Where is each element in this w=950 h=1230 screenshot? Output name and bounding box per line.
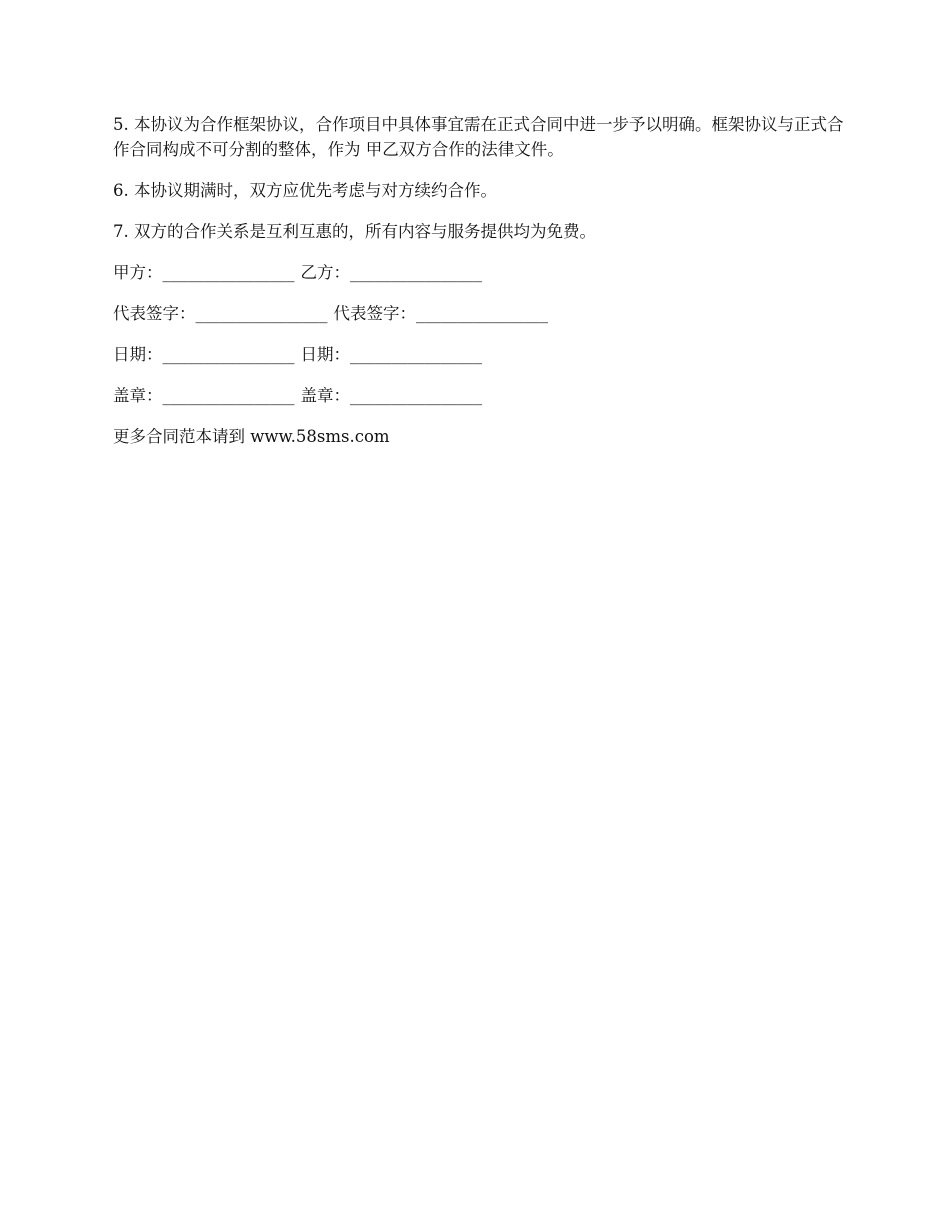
seal-line xyxy=(113,383,848,408)
date-b-label: 日期： xyxy=(300,345,350,364)
seal-a-label: 盖章： xyxy=(113,386,163,405)
seal-a-blank: ________________ xyxy=(162,386,295,405)
date-line xyxy=(113,342,848,367)
clause-5: 5. 本协议为合作框架协议，合作项目中具体事宜需在正式合同中进一步予以明确。框架协议与正式合作合同构成不可分割的整体，作为 甲乙双方合作的法律文件。 xyxy=(113,115,844,159)
representative-line xyxy=(113,301,848,326)
clause-6: 6. 本协议期满时，双方应优先考虑与对方续约合作。 xyxy=(113,181,497,200)
clause-7: 7. 双方的合作关系是互利互惠的，所有内容与服务提供均为免费。 xyxy=(113,222,596,241)
rep-b-label: 代表签字： xyxy=(333,304,416,323)
party-line xyxy=(113,260,848,285)
rep-a-blank: ________________ xyxy=(195,304,328,323)
date-a-label: 日期： xyxy=(113,345,163,364)
party-a-label: 甲方： xyxy=(113,263,163,282)
rep-a-label: 代表签字： xyxy=(113,304,196,323)
party-b-blank: ________________ xyxy=(350,263,482,282)
seal-b-blank: ________________ xyxy=(350,386,482,405)
date-a-blank: ________________ xyxy=(162,345,295,364)
document-body xyxy=(113,112,848,465)
rep-b-blank: ________________ xyxy=(416,304,548,323)
date-b-blank: ________________ xyxy=(350,345,482,364)
footer-note: 更多合同范本请到 www.58sms.com xyxy=(113,427,390,446)
seal-b-label: 盖章： xyxy=(300,386,350,405)
party-a-blank: ________________ xyxy=(162,263,295,282)
party-b-label: 乙方： xyxy=(300,263,350,282)
